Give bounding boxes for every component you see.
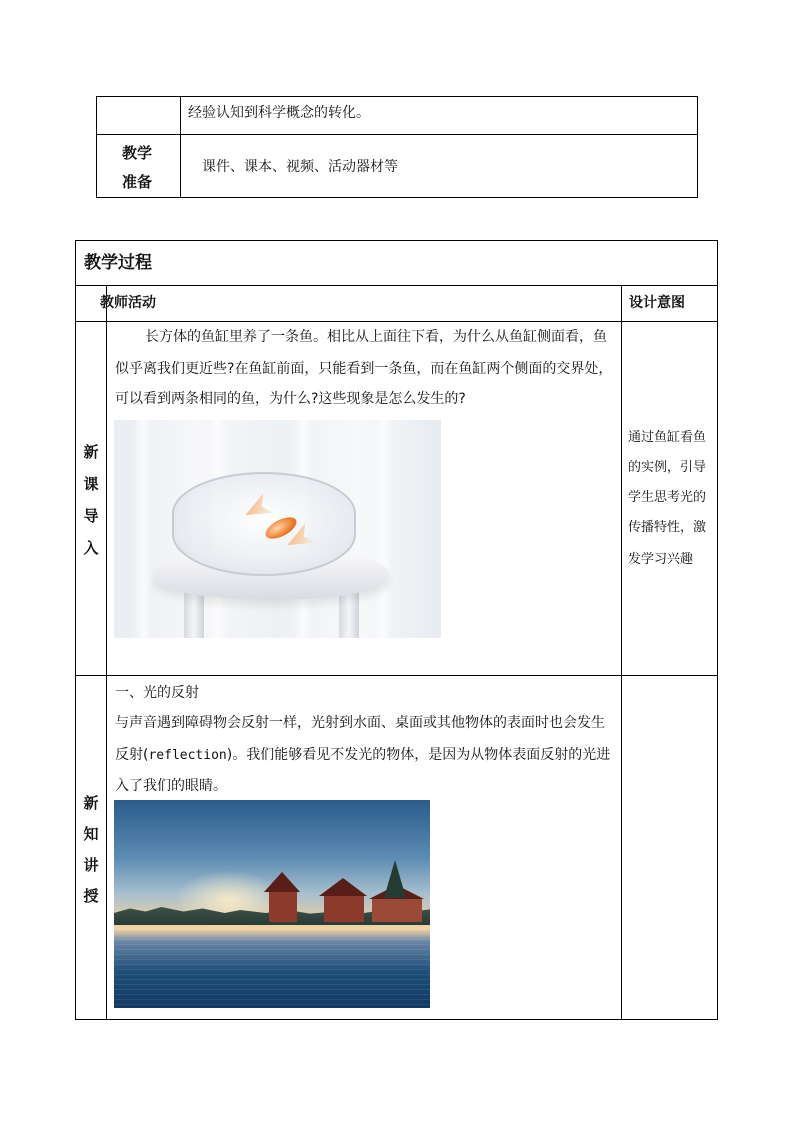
knowledge-label-char: 新 bbox=[83, 794, 99, 812]
section-heading: 一、光的反射 bbox=[115, 685, 199, 701]
goldfish-bowl-image bbox=[114, 420, 441, 638]
prep-label-line1: 教学 bbox=[122, 144, 153, 162]
lake-reflection-image bbox=[114, 800, 430, 1008]
intro-label-char: 导 bbox=[83, 507, 99, 525]
prep-content: 课件、课本、视频、活动器材等 bbox=[202, 159, 398, 175]
intro-design-line: 发学习兴趣 bbox=[628, 552, 694, 567]
intro-line-1: 长方体的鱼缸里养了一条鱼。相比从上面往下看，为什么从鱼缸侧面看，鱼 bbox=[145, 329, 607, 345]
knowledge-line-2-pre: 反射( bbox=[115, 747, 149, 763]
knowledge-label-char: 讲 bbox=[83, 856, 99, 874]
intro-line-2: 似乎离我们更近些?在鱼缸前面，只能看到一条鱼，而在鱼缸两个侧面的交界处， bbox=[115, 361, 613, 377]
intro-label-char: 新 bbox=[83, 443, 99, 461]
prep-label-line2: 准备 bbox=[122, 173, 153, 191]
intro-label-char: 课 bbox=[83, 475, 99, 493]
row1-text: 经验认知到科学概念的转化。 bbox=[188, 105, 370, 121]
intro-design-line: 传播特性，激 bbox=[628, 520, 707, 535]
col-design-header: 设计意图 bbox=[629, 295, 685, 311]
intro-design-line: 的实例，引导 bbox=[628, 460, 707, 475]
knowledge-line-1: 与声音遇到障碍物会反射一样，光射到水面、桌面或其他物体的表面时也会发生 bbox=[115, 715, 605, 731]
process-title: 教学过程 bbox=[84, 253, 152, 273]
reflection-term: reflection bbox=[148, 748, 227, 763]
knowledge-label-char: 知 bbox=[83, 825, 99, 843]
knowledge-line-2-post: )。我们能够看见不发光的物体，是因为从物体表面反射的光进 bbox=[226, 747, 611, 763]
intro-design-line: 学生思考光的 bbox=[628, 490, 707, 505]
col-teacher-header: 教师活动 bbox=[100, 295, 156, 311]
intro-line-3: 可以看到两条相同的鱼，为什么?这些现象是怎么发生的? bbox=[115, 391, 466, 407]
knowledge-label-char: 授 bbox=[83, 887, 99, 905]
intro-design-line: 通过鱼缸看鱼 bbox=[628, 430, 707, 445]
intro-label-char: 入 bbox=[83, 539, 99, 557]
knowledge-line-3: 入了我们的眼睛。 bbox=[115, 778, 227, 794]
knowledge-line-2 bbox=[115, 745, 610, 766]
